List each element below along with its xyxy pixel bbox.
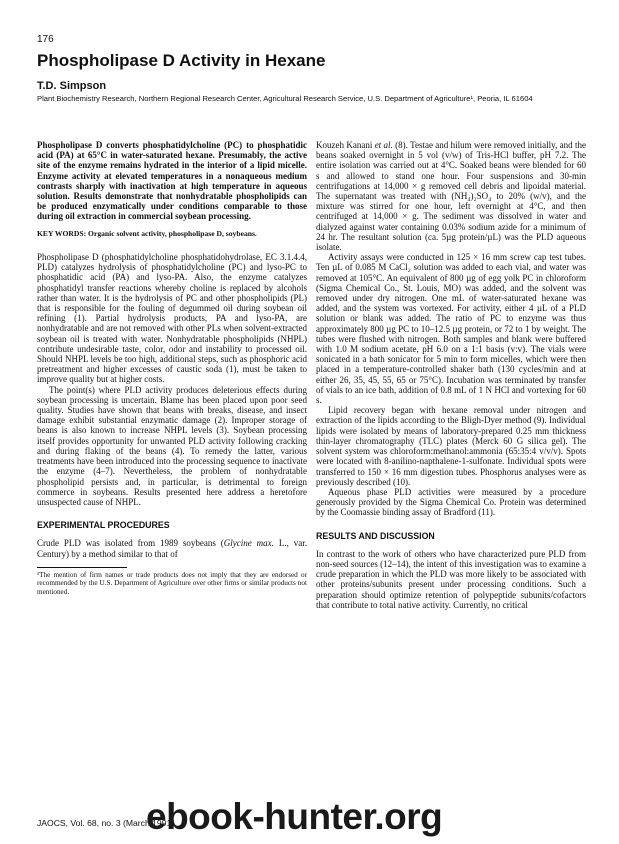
method-paragraph-4: Aqueous phase PLD activities were measured by a procedure generously provided by the Sigma Chemical Co. Protein was determined by the Coomassie binding assay of Bradford (11). (316, 486, 586, 518)
author-name: T.D. Simpson (37, 80, 107, 92)
keywords: KEY WORDS: Organic solvent activity, phospholipase D, soybeans. (37, 228, 257, 238)
article-title: Phospholipase D Activity in Hexane (37, 51, 326, 70)
left-column (37, 140, 307, 597)
method-paragraph-1: Kouzeh Kanani et al. (8). Testae and hilum were removed initially, and the beans soaked overnight in 5 vol (v/w) of Tris-HCl buffer, pH 7.2. The entire isolation was carried out at 4°C. Soaked beans were blended for 60 s and allowed to stand one hour. Four suspensions and 30-min centrifugations at 14,000 × g removed cell debris and lipoidal material. The supernatant was treated with (NH₄)₂SO₄ to 20% (w/v), and the mixture was stirred for one hour, left overnight at 4°C, and then centrifuged at 14,000 × g. The sediment was dissolved in water and dialyzed against water containing 0.03% sodium azide for a minimum of 24 hr. The resultant solution (ca. 5µg protein/µL) was the PLD aqueous isolate. (316, 140, 587, 253)
section-heading-results: RESULTS AND DISCUSSION (316, 530, 435, 541)
page-number: 176 (37, 34, 54, 45)
watermark-logo: ebook-hunter.org (146, 796, 443, 837)
author-affiliation: Plant Biochemistry Research, Northern Regional Research Center, Agricultural Research Service, U.S. Department of Agriculture¹, Peoria, IL 61604 (37, 94, 533, 103)
journal-reference: JAOCS, Vol. 68, no. 3 (March 1991) (37, 818, 175, 828)
abstract: Phospholipase D converts phosphatidylcholine (PC) to phosphatidic acid (PA) at 65°C in water-saturated hexane. Presumably, the active site of the enzyme remains hydrated in the interior of a lipid micelle. Enzyme activity at elevated temperatures in a nonaqueous medium contrasts sharply with inactivation at high temperature in aqueous solution. Results demonstrate that nonhydratable phospholipids can be produced enzymatically under conditions comparable to those during oil extraction in commercial soybean processing. (37, 140, 307, 222)
method-paragraph-2: Activity assays were conducted in 125 × 16 mm screw cap test tubes. Ten µL of 0.085 M CaCl₂ solution was added to each vial, and water was removed at 105°C. An equivalent of 800 µg of egg yolk PC in chloroform (Sigma Chemical Co., St. Louis, MO) was added, and the solvent was removed under dry nitrogen. One mL of water-saturated hexane was added, and the system was vortexed. For activity, either 4 µL of a PLD solution or blank was added. The ratio of PC to enzyme was thus approximately 800 µg PC to 10–12.5 µg protein, or 72 to 1 by weight. The tubes were flushed with nitrogen. Both samples and blank were buffered with 1.0 M sodium acetate, pH 6.0 on a 1:1 basis (v:v). The vials were sonicated in a bath sonicator for 5 min to form micelles, which were then placed in a temperature-controlled shaker bath (130 cycles/min and at either 26, 35, 45, 55, 65 or 75°C). Incubation was terminated by transfer of vials to an ice bath, addition of 0.8 mL of 1 N HCl and vortexing for 60 s. (316, 252, 586, 406)
footnote: ¹The mention of firm names or trade products does not imply that they are endorsed or recommended by the U.S. Department of Agriculture over other firms or similar products not mentioned. (37, 570, 307, 596)
intro-paragraph-2: The point(s) where PLD activity produces deleterious effects during soybean processing is uncertain. Blame has been placed upon poor seed quality. Studies have shown that beans with breaks, disease, and insect damage exhibit substantial enzymatic damage (2). Improper storage of beans is also known to increase NHPL levels (3). Soybean processing itself provides opportunity for unwanted PLD activity following cracking and during flaking of the beans (4). To remedy the latter, various treatments have been introduced into the processing sequence to inactivate the enzyme (4–7). Nevertheless, the problem of nonhydratable phospholipid persists and, in particular, is detrimental to foreign commerce in soybeans. Results presented here address a heretofore unsuspected cause of NHPL. (37, 384, 307, 507)
method-paragraph-3: Lipid recovery began with hexane removal under nitrogen and extraction of the lipids according to the Bligh-Dyer method (9). Individual lipids were isolated by means of laboratory-prepared 0.25 mm thickness thin-layer chromatography (TLC) plates (Merck 60 G silica gel). The solvent system was chloroform:methanol:ammonia (65:35:4 v/v/v). Spots were located with 8-anilino-napthalene-1-sulfonate. Individual spots were transferred to 150 × 16 mm digestion tubes. Phosphorus analyses were as previously described (10). (316, 405, 586, 487)
right-column (316, 140, 586, 610)
results-paragraph-1: In contrast to the work of others who have characterized pure PLD from non-seed sources (12–14), the intent of this investigation was to examine a crude preparation in which the PLD was more likely to be associated with other proteins/subunits present under processing conditions. Such a preparation should optimize retention of polypeptide subunits/cofactors that contribute to total native activity. Currently, no critical (316, 548, 586, 610)
section-heading-experimental: EXPERIMENTAL PROCEDURES (37, 520, 170, 531)
footnote-divider (37, 567, 127, 568)
intro-paragraph-1: Phospholipase D (phosphatidylcholine phosphatidohydrolase, EC 3.1.4.4, PLD) catalyzes hydrolysis of phosphatidylcholine (PC) and lyso-PC to phosphatidic acid (PA) and lyso-PA. Also, the enzyme catalyzes phosphatidyl transfer reactions whereby choline is replaced by alcohols rather than water. It is the hydrolysis of PC and other phospholipids (PL) that is responsible for the fouling of degummed oil during soybean oil refining (1). Partial hydrolysis products, PA and lyso-PA, are nonhydratable and are not removed with other PLs when solvent-extracted soybean oil is treated with water. Nonhydratable phospholipids (NHPL) contribute undesirable taste, color, odor and instability to processed oil. Should NHPL levels be too high, additional steps, such as phosphoric acid pretreatment and higher excesses of caustic soda (1), must be taken to improve quality but at higher costs. (37, 252, 307, 385)
experimental-paragraph-1: Crude PLD was isolated from 1989 soybeans (Glycine max. L., var. Century) by a method similar to that of (37, 538, 307, 559)
